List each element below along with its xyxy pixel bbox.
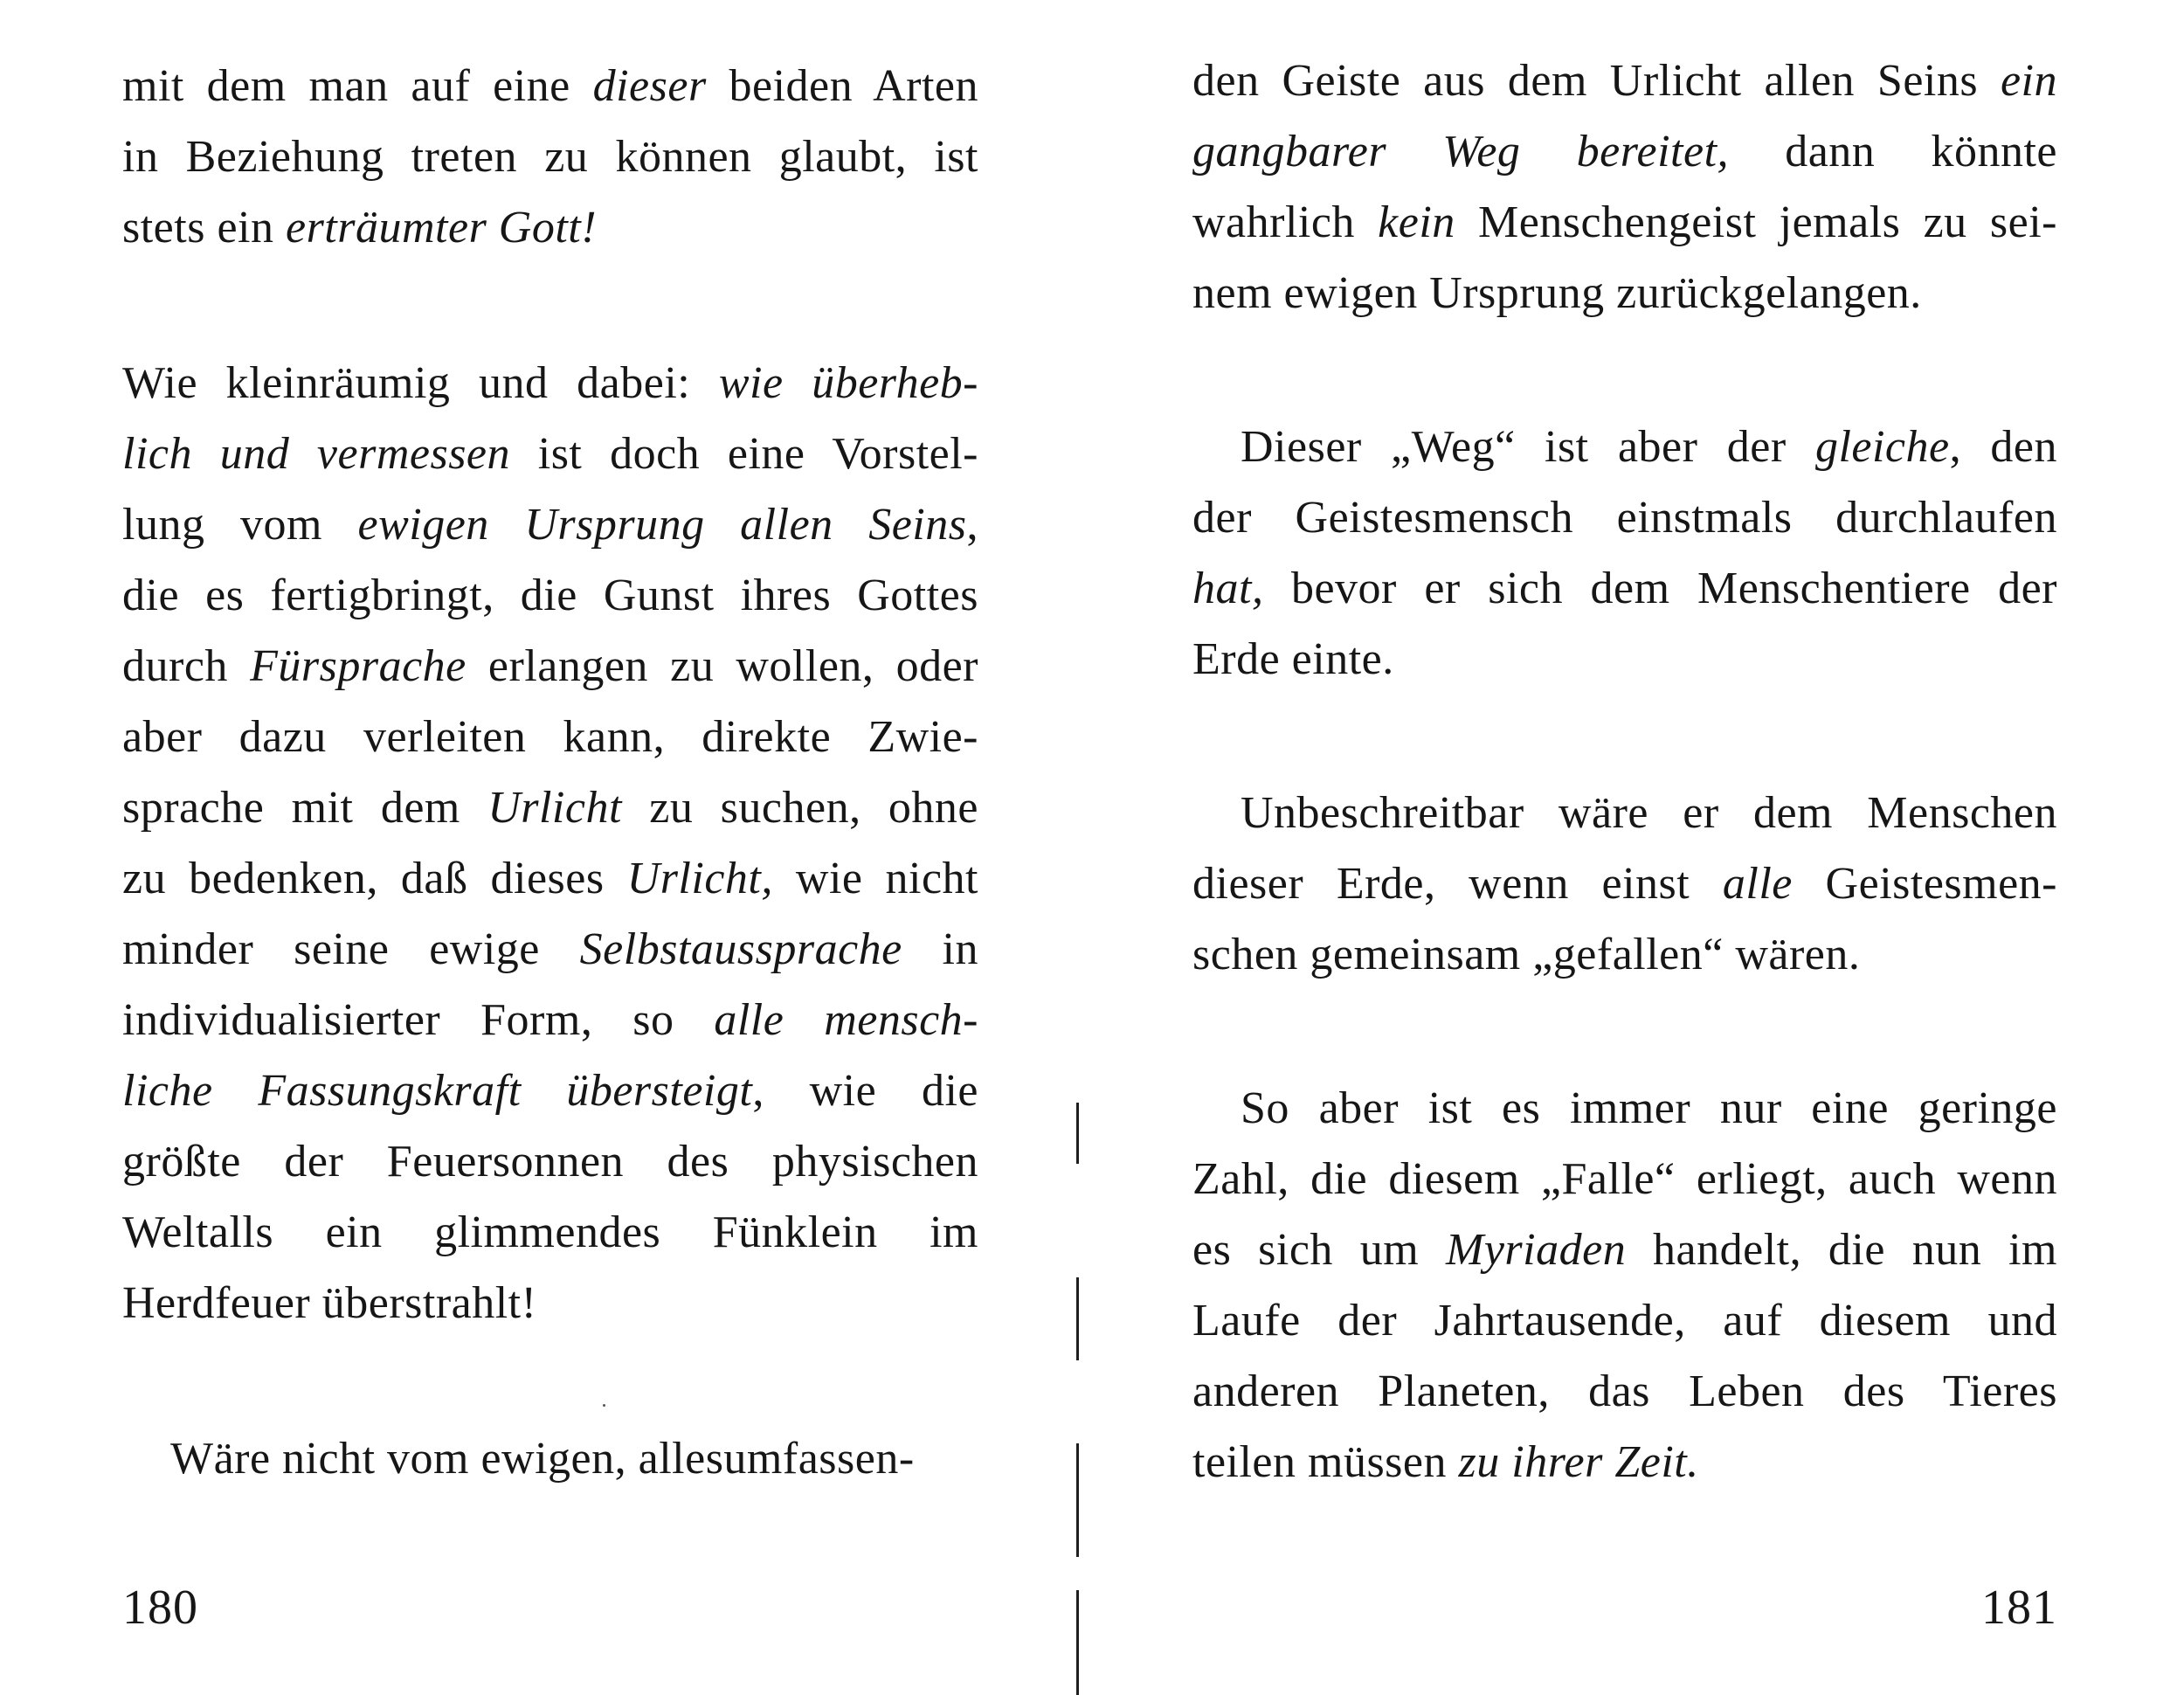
- text-run: minder seine ewige: [122, 924, 580, 974]
- page-number-right: 181: [1981, 1581, 2057, 1635]
- text-line: [1192, 45, 2057, 116]
- text-run: Geistesmen-: [1792, 859, 2057, 909]
- text-run: Zahl, die diesem „Falle“ erliegt, auch wenn: [1192, 1154, 2057, 1204]
- italic-text: Fürsprache: [250, 641, 467, 691]
- text-run: , den: [1949, 422, 2057, 472]
- italic-text: ewigen Ursprung allen Seins: [357, 500, 967, 550]
- text-line: [122, 1268, 978, 1339]
- text-run: bevor er sich dem Menschentiere der: [1263, 564, 2057, 613]
- text-run: mit dem man auf eine: [122, 61, 593, 111]
- text-line: [1192, 848, 2057, 919]
- text-run: Dieser „Weg“ ist aber der: [1241, 422, 1815, 472]
- left-page: [122, 0, 978, 1695]
- text-run: wahrlich: [1192, 197, 1379, 247]
- text-run: ,: [966, 500, 978, 550]
- text-run: handelt, die nun im: [1626, 1225, 2058, 1275]
- text-run: nem ewigen Ursprung zurückgelangen.: [1192, 268, 1922, 318]
- text-run: größte der Feuersonnen des physischen: [122, 1137, 978, 1186]
- text-run: der Geistesmensch einstmals durchlaufen: [1192, 493, 2057, 543]
- text-run: Erde einte.: [1192, 634, 1394, 684]
- italic-text: zu ihrer Zeit.: [1458, 1437, 1699, 1487]
- print-speck: [603, 1404, 605, 1407]
- text-line: [1192, 258, 2057, 329]
- italic-text: wie überheb-: [718, 358, 978, 408]
- text-line: [1192, 116, 2057, 187]
- text-run: anderen Planeten, das Leben des Tieres: [1192, 1366, 2057, 1416]
- text-run: es sich um: [1192, 1225, 1447, 1275]
- text-line: [122, 348, 978, 419]
- text-run: erlangen zu wollen, oder: [466, 641, 978, 691]
- text-line: [122, 192, 978, 263]
- text-line: [122, 1197, 978, 1268]
- text-line: [1192, 919, 2057, 990]
- text-line: [1192, 553, 2057, 624]
- text-run: beiden Arten: [706, 61, 978, 111]
- text-run: dann könnte: [1729, 127, 2057, 176]
- text-line: [122, 914, 978, 985]
- text-line: [122, 843, 978, 914]
- text-line: [1192, 624, 2057, 695]
- text-line: [1192, 1356, 2057, 1427]
- gutter-rule: [1076, 1590, 1079, 1695]
- text-line: [122, 1055, 978, 1126]
- text-line: [122, 985, 978, 1055]
- text-line: [1192, 1073, 2057, 1144]
- text-run: in Beziehung treten zu können glaubt, ist: [122, 132, 978, 182]
- text-line: [122, 1126, 978, 1197]
- text-run: zu suchen, ohne: [621, 783, 978, 833]
- right-page: [1192, 0, 2057, 1695]
- text-line: [1192, 187, 2057, 258]
- text-run: lung vom: [122, 500, 358, 550]
- text-run: Weltalls ein glimmendes Fünklein im: [122, 1207, 978, 1257]
- italic-text: kein: [1378, 197, 1455, 247]
- italic-text: Selbstaussprache: [579, 924, 902, 974]
- text-line: [122, 489, 978, 560]
- text-run: durch: [122, 641, 251, 691]
- italic-text: alle: [1722, 859, 1793, 909]
- text-run: die es fertigbringt, die Gunst ihres Gottes: [122, 571, 978, 620]
- text-run: ist doch eine Vorstel-: [510, 429, 978, 479]
- text-run: , wie die: [752, 1066, 979, 1116]
- text-line: [122, 1423, 978, 1494]
- italic-text: hat,: [1192, 564, 1264, 613]
- text-run: aber dazu verleiten kann, direkte Zwie-: [122, 712, 978, 762]
- italic-text: alle mensch-: [714, 995, 978, 1045]
- text-line: [1192, 1144, 2057, 1214]
- text-run: Wie kleinräumig und dabei:: [122, 358, 719, 408]
- italic-text: ein: [2000, 56, 2057, 106]
- italic-text: erträumter Gott!: [285, 203, 598, 253]
- text-line: [1192, 1285, 2057, 1356]
- text-line: [122, 419, 978, 489]
- text-run: Wäre nicht vom ewigen, allesumfassen-: [170, 1434, 915, 1484]
- italic-text: Urlicht,: [626, 854, 773, 903]
- italic-text: dieser: [592, 61, 707, 111]
- text-line: [122, 631, 978, 702]
- text-run: dieser Erde, wenn einst: [1192, 859, 1723, 909]
- text-line: [1192, 1214, 2057, 1285]
- italic-text: Urlicht: [487, 783, 622, 833]
- text-run: stets ein: [122, 203, 286, 253]
- text-run: den Geiste aus dem Urlicht allen Seins: [1192, 56, 2001, 106]
- italic-text: gleiche: [1814, 422, 1950, 472]
- text-line: [122, 121, 978, 192]
- text-run: in: [902, 924, 979, 974]
- text-line: [122, 772, 978, 843]
- text-line: [1192, 778, 2057, 848]
- text-run: teilen müssen: [1192, 1437, 1459, 1487]
- italic-text: liche Fassungskraft übersteigt: [122, 1066, 753, 1116]
- italic-text: Myriaden: [1446, 1225, 1627, 1275]
- gutter-rule: [1076, 1103, 1079, 1164]
- text-line: [1192, 412, 2057, 482]
- text-line: [1192, 1427, 2057, 1498]
- text-line: [1192, 482, 2057, 553]
- text-run: So aber ist es immer nur eine geringe: [1241, 1083, 2057, 1133]
- italic-text: gangbarer Weg bereitet,: [1192, 127, 1730, 176]
- text-line: [122, 560, 978, 631]
- text-line: [122, 702, 978, 772]
- text-line: [122, 51, 978, 121]
- text-run: zu bedenken, daß dieses: [122, 854, 627, 903]
- text-run: Unbeschreitbar wäre er dem Menschen: [1241, 788, 2057, 838]
- gutter-rule: [1076, 1443, 1079, 1557]
- text-run: Laufe der Jahrtausende, auf diesem und: [1192, 1296, 2057, 1346]
- text-run: individualisierter Form, so: [122, 995, 715, 1045]
- gutter-rule: [1076, 1277, 1079, 1360]
- text-run: schen gemeinsam „gefallen“ wären.: [1192, 930, 1861, 979]
- text-run: Herdfeuer überstrahlt!: [122, 1278, 537, 1328]
- text-run: sprache mit dem: [122, 783, 488, 833]
- text-run: wie nicht: [772, 854, 978, 903]
- page-number-left: 180: [122, 1581, 198, 1635]
- italic-text: lich und vermessen: [122, 429, 511, 479]
- text-run: Menschengeist jemals zu sei-: [1455, 197, 2057, 247]
